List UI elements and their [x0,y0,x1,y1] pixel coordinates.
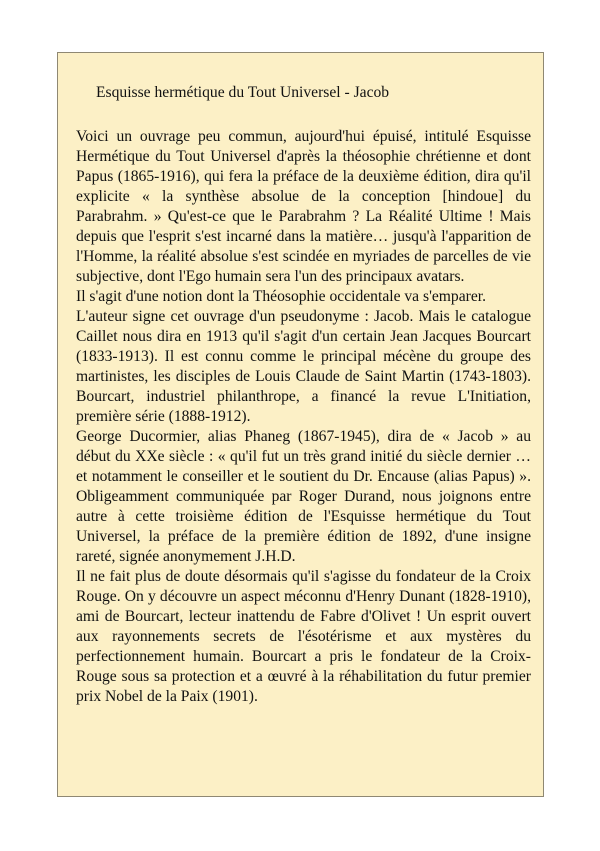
paragraph-author: L'auteur signe cet ouvrage d'un pseudonyme : Jacob. Mais le catalogue Caillet nous dira en 1913 qu'il s'agit d'un certain Jean Jacques Bourcart (1833-1913). Il est connu comme le principal mécène du groupe des martinistes, les disciples de Louis Claude de Saint Martin (1743-1803). Bourcart, industriel philanthrope, a financé la revue L'Initiation, première série (1888-1912). [76,308,531,425]
paragraph-dunant: Il ne fait plus de doute désormais qu'il s'agisse du fondateur de la Croix Rouge. On y découvre un aspect méconnu d'Henry Dunant (1828-1910), ami de Bourcart, lecteur inattendu de Fabre d'Olivet ! Un esprit ouvert aux rayonnements secrets de l'ésotérisme et aux mystères du perfectionnement humain. Bourcart a pris le fondateur de la Croix-Rouge sous sa protection et a œuvré à la réhabilitation du futur premier prix Nobel de la Paix (1901). [76,568,531,705]
paragraph-phaneg: George Ducormier, alias Phaneg (1867-1945), dira de « Jacob » au début du XXe siècle : « qu'il fut un très grand initié du siècle dernier … et notamment le conseiller et le soutient du Dr. Encause (alias Papus) ». Obligeamment communiquée par Roger Durand, nous joignons entre autre à cette troisième édition de l'Esquisse hermétique du Tout Universel, la préface de la première édition de 1892, d'une insigne rareté, signée anonymement J.H.D. [76,428,531,565]
paragraph-intro: Voici un ouvrage peu commun, aujourd'hui épuisé, intitulé Esquisse Hermétique du Tout Universel d'après la théosophie chrétienne et dont Papus (1865-1916), qui fera la préface de la deuxième édition, dira qu'il explicite « la synthèse absolue de la conception [hindoue] du Parabrahm. » Qu'est-ce que le Parabrahm ? La Réalité Ultime ! Mais depuis que l'esprit s'est incarné dans la matière… jusqu'à l'apparition de l'Homme, la réalité absolue s'est scindée en myriades de parcelles de vie subjective, dont l'Ego humain sera l'un des principaux avatars. [76,128,531,285]
article-body [76,127,531,707]
paragraph-theosophy: Il s'agit d'une notion dont la Théosophie occidentale va s'emparer. [76,288,486,305]
page-title: Esquisse hermétique du Tout Universel - Jacob [96,84,390,101]
